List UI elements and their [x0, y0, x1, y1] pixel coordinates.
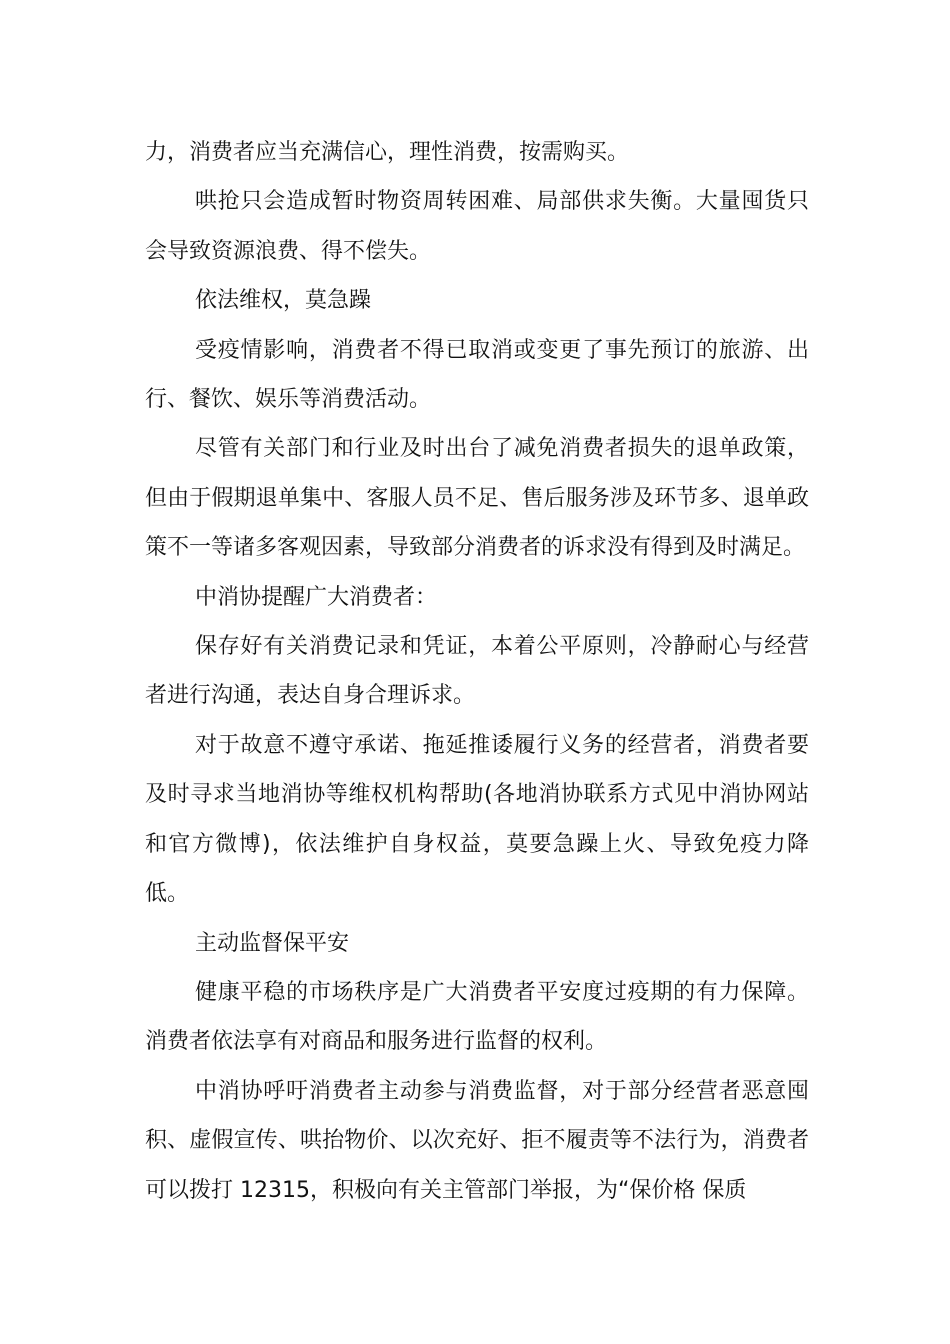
paragraph-7: 对于故意不遵守承诺、拖延推诿履行义务的经营者，消费者要及时寻求当地消协等维权机构帮助(各地消协联系方式见中消协网站和官方微博)，依法维护自身权益，莫要急躁上火、导致免疫力降低。: [145, 732, 809, 907]
section-heading-supervision: 主动监督保平安: [195, 930, 350, 956]
document-body: [145, 128, 809, 1215]
paragraph-5: 中消协提醒广大消费者：: [195, 584, 438, 610]
paragraph-6: 保存好有关消费记录和凭证，本着公平原则，冷静耐心与经营者进行沟通，表达自身合理诉求。: [145, 634, 809, 709]
paragraph-8: 健康平稳的市场秩序是广大消费者平安度过疫期的有力保障。消费者依法享有对商品和服务进行监督的权利。: [145, 979, 809, 1055]
paragraph-1: 力，消费者应当充满信心，理性消费，按需购买。: [145, 140, 630, 165]
section-heading-rights: 依法维权，莫急躁: [195, 288, 372, 314]
paragraph-2: 哄抢只会造成暂时物资周转困难、局部供求失衡。大量囤货只会导致资源浪费、得不偿失。: [145, 189, 809, 264]
paragraph-9: 中消协呼吁消费者主动参与消费监督，对于部分经营者恶意囤积、虚假宣传、哄抬物价、以次充好、拒不履责等不法行为，消费者可以拨打 12315，积极向有关主管部门举报，为“保价格 保质: [145, 1078, 809, 1203]
paragraph-4: 尽管有关部门和行业及时出台了减免消费者损失的退单政策，但由于假期退单集中、客服人员不足、售后服务涉及环节多、退单政策不一等诸多客观因素，导致部分消费者的诉求没有得到及时满足。: [145, 436, 809, 561]
paragraph-3: 受疫情影响，消费者不得已取消或变更了事先预订的旅游、出行、餐饮、娱乐等消费活动。: [145, 337, 809, 413]
